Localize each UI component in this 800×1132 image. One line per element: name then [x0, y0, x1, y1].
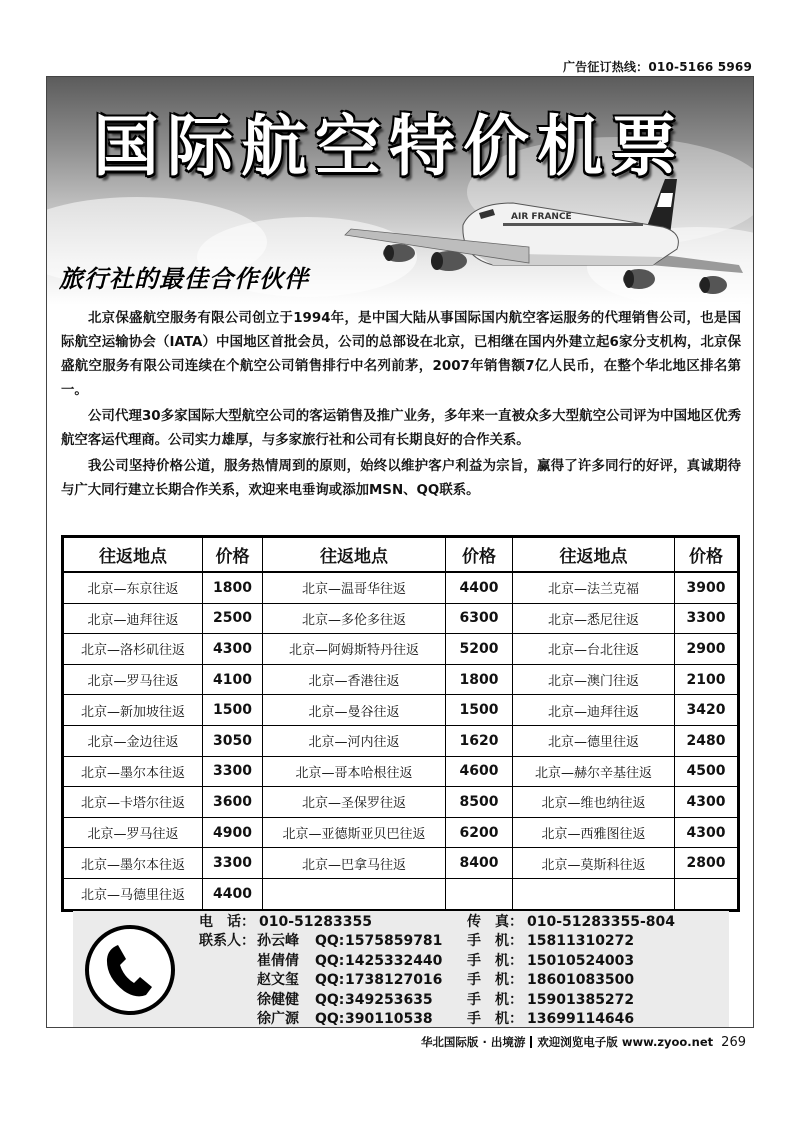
qq-label: QQ: — [315, 991, 345, 1008]
route-cell: 北京—香港往返 — [263, 664, 446, 695]
price-cell: 1620 — [446, 725, 513, 756]
tel-label: 电 话： — [199, 914, 255, 930]
price-cell: 4400 — [203, 878, 263, 910]
route-cell: 北京—罗马往返 — [63, 817, 203, 848]
mobile-number: 15901385272 — [527, 991, 635, 1008]
table-row — [63, 878, 739, 910]
route-cell: 北京—维也纳往返 — [513, 787, 675, 818]
column-header-route: 往返地点 — [263, 537, 446, 573]
contact-person-label: 联系人： — [199, 933, 255, 949]
mobile-label: 手 机： — [467, 1011, 523, 1027]
qq-label: QQ: — [315, 972, 345, 988]
phone-emblem — [85, 925, 175, 1015]
price-cell: 4600 — [446, 756, 513, 787]
route-cell: 北京—温哥华往返 — [263, 572, 446, 603]
table-row — [63, 603, 739, 634]
route-cell: 北京—迪拜往返 — [513, 695, 675, 726]
column-header-route: 往返地点 — [63, 537, 203, 573]
intro-paragraph: 北京保盛航空服务有限公司创立于1994年，是中国大陆从事国际国内航空客运服务的代理销售公司，也是国际航空运输协会（IATA）中国地区首批会员，公司的总部设在北京，已相继在国内外建立起6家分支机构，北京保盛航空服务有限公司连续在个航空公司销售排行中名列前茅，2007年销售额7亿人民币，在整个华北地区排名第一。 — [61, 311, 741, 398]
route-cell: 北京—澳门往返 — [513, 664, 675, 695]
mobile-label: 手 机： — [467, 952, 523, 969]
price-cell: 5200 — [446, 634, 513, 665]
route-cell: 北京—巴拿马往返 — [263, 848, 446, 879]
page-footer — [421, 1034, 746, 1050]
company-intro — [61, 307, 741, 505]
contact-name: 崔倩倩 — [257, 952, 299, 969]
price-cell: 3600 — [203, 787, 263, 818]
price-cell: 4500 — [675, 756, 739, 787]
route-cell: 北京—法兰克福 — [513, 572, 675, 603]
route-cell: 北京—洛杉矶往返 — [63, 634, 203, 665]
route-cell: 北京—墨尔本往返 — [63, 756, 203, 787]
price-cell: 3900 — [675, 572, 739, 603]
contact-name: 徐健健 — [257, 991, 299, 1008]
qq-number: 390110538 — [345, 1011, 433, 1027]
route-cell: 北京—莫斯科往返 — [513, 848, 675, 879]
price-cell: 4400 — [446, 572, 513, 603]
price-cell: 3300 — [203, 848, 263, 879]
ad-hotline: 广告征订热线：010-5166 5969 — [562, 60, 752, 74]
route-cell: 北京—阿姆斯特丹往返 — [263, 634, 446, 665]
table-row — [63, 664, 739, 695]
tel-number: 010-51283355 — [259, 914, 372, 930]
price-cell: 1500 — [446, 695, 513, 726]
fax-number: 010-51283355-804 — [527, 914, 675, 930]
mobile-label: 手 机： — [467, 972, 523, 988]
price-cell: 1800 — [203, 572, 263, 603]
route-cell: 北京—金边往返 — [63, 725, 203, 756]
price-cell: 2100 — [675, 664, 739, 695]
mobile-label: 手 机： — [467, 933, 523, 949]
route-cell: 北京—多伦多往返 — [263, 603, 446, 634]
contact-name: 徐广源 — [257, 1011, 299, 1027]
column-header-price: 价格 — [675, 537, 739, 573]
column-header-price: 价格 — [203, 537, 263, 573]
price-cell: 6300 — [446, 603, 513, 634]
table-row — [63, 787, 739, 818]
price-cell — [675, 878, 739, 910]
price-cell: 4100 — [203, 664, 263, 695]
contact-name: 孙云峰 — [257, 933, 299, 949]
route-cell: 北京—哥本哈根往返 — [263, 756, 446, 787]
route-cell: 北京—东京往返 — [63, 572, 203, 603]
mobile-number: 13699114646 — [527, 1011, 635, 1027]
qq-number: 1738127016 — [345, 972, 443, 988]
mobile-number: 15010524003 — [527, 952, 635, 969]
route-cell — [513, 878, 675, 910]
price-cell: 1500 — [203, 695, 263, 726]
price-cell: 4300 — [675, 787, 739, 818]
contact-name: 赵文玺 — [257, 972, 299, 988]
price-cell: 2500 — [203, 603, 263, 634]
airplane-image — [343, 173, 747, 301]
route-cell: 北京—卡塔尔往返 — [63, 787, 203, 818]
footer-divider — [530, 1036, 532, 1048]
route-cell — [263, 878, 446, 910]
advertisement-frame — [46, 76, 754, 1028]
price-cell: 3420 — [675, 695, 739, 726]
route-cell: 北京—台北往返 — [513, 634, 675, 665]
route-cell: 北京—新加坡往返 — [63, 695, 203, 726]
intro-paragraph: 我公司坚持价格公道，服务热情周到的原则，始终以维护客户利益为宗旨，赢得了许多同行的好评，真诚期待与广大同行建立长期合作关系，欢迎来电垂询或添加MSN、QQ联系。 — [61, 459, 741, 498]
route-cell: 北京—西雅图往返 — [513, 817, 675, 848]
table-row — [63, 572, 739, 603]
price-cell: 4300 — [203, 634, 263, 665]
edition-label: 华北国际版 · 出境游 — [420, 1035, 526, 1049]
page-title: 国际航空特价机票 — [93, 108, 685, 185]
price-cell: 2900 — [675, 634, 739, 665]
plane-livery: AIR FRANCE — [511, 212, 572, 222]
route-cell: 北京—迪拜往返 — [63, 603, 203, 634]
price-cell: 8500 — [446, 787, 513, 818]
price-cell: 2480 — [675, 725, 739, 756]
mobile-label: 手 机： — [467, 991, 523, 1008]
price-cell: 3050 — [203, 725, 263, 756]
column-header-price: 价格 — [446, 537, 513, 573]
price-cell: 4900 — [203, 817, 263, 848]
page-number: 269 — [721, 1035, 746, 1050]
route-cell: 北京—罗马往返 — [63, 664, 203, 695]
route-cell: 北京—赫尔辛基往返 — [513, 756, 675, 787]
qq-number: 349253635 — [345, 991, 433, 1008]
price-cell: 4300 — [675, 817, 739, 848]
route-cell: 北京—曼谷往返 — [263, 695, 446, 726]
telephone-handset-icon — [104, 943, 156, 999]
price-cell: 2800 — [675, 848, 739, 879]
route-cell: 北京—墨尔本往返 — [63, 848, 203, 879]
table-row — [63, 725, 739, 756]
route-cell: 北京—悉尼往返 — [513, 603, 675, 634]
route-cell: 北京—德里往返 — [513, 725, 675, 756]
price-cell: 8400 — [446, 848, 513, 879]
route-cell: 北京—亚德斯亚贝巴往返 — [263, 817, 446, 848]
table-row — [63, 634, 739, 665]
table-row — [63, 817, 739, 848]
intro-paragraph: 公司代理30多家国际大型航空公司的客运销售及推广业务，多年来一直被众多大型航空公司评为中国地区优秀航空客运代理商。公司实力雄厚，与多家旅行社和公司有长期良好的合作关系。 — [61, 409, 741, 448]
table-row — [63, 695, 739, 726]
price-cell — [446, 878, 513, 910]
qq-label: QQ: — [315, 1011, 345, 1027]
qq-number: 1425332440 — [345, 952, 443, 969]
table-row — [63, 756, 739, 787]
fare-table — [61, 535, 740, 912]
route-cell: 北京—圣保罗往返 — [263, 787, 446, 818]
column-header-route: 往返地点 — [513, 537, 675, 573]
price-cell: 1800 — [446, 664, 513, 695]
mobile-number: 18601083500 — [527, 972, 635, 988]
subtitle: 旅行社的最佳合作伙伴 — [59, 264, 309, 293]
route-cell: 北京—河内往返 — [263, 725, 446, 756]
fare-table-body — [63, 572, 739, 910]
mobile-number: 15811310272 — [527, 933, 635, 949]
route-cell: 北京—马德里往返 — [63, 878, 203, 910]
price-cell: 3300 — [675, 603, 739, 634]
qq-label: QQ: — [315, 952, 345, 969]
fax-label: 传 真： — [467, 914, 523, 930]
website-link[interactable]: 欢迎浏览电子版 www.zyoo.net — [537, 1035, 714, 1049]
qq-label: QQ: — [315, 933, 345, 949]
fare-table-header — [63, 537, 739, 573]
price-cell: 3300 — [203, 756, 263, 787]
price-cell: 6200 — [446, 817, 513, 848]
hero-banner — [47, 77, 753, 305]
table-row — [63, 848, 739, 879]
qq-number: 1575859781 — [345, 933, 443, 949]
